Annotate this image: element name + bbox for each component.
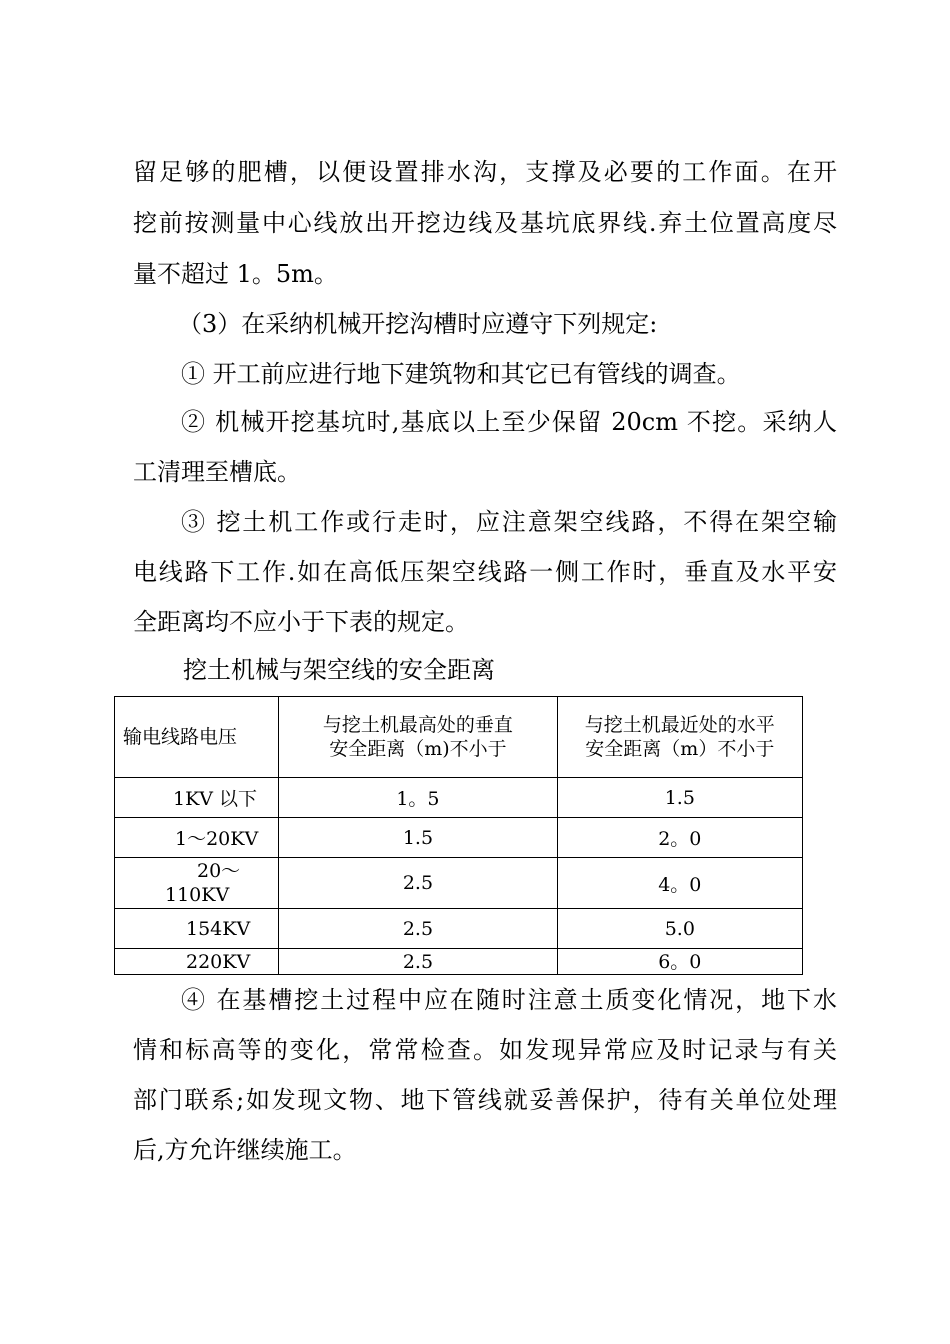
- cell-voltage: 220KV: [115, 949, 279, 975]
- text-line: 工清理至槽底。: [133, 458, 301, 486]
- cell-horizontal: 5.0: [557, 909, 802, 949]
- table-row: [115, 818, 803, 858]
- table-row: [115, 858, 803, 909]
- text-line: 部门联系;如发现文物、地下管线就妥善保护，待有关单位处理: [133, 1086, 837, 1114]
- table-header-row: [115, 697, 803, 778]
- cell-voltage: [115, 858, 279, 909]
- cell-vertical: 1.5: [279, 818, 557, 858]
- text-line: 电线路下工作.如在高低压架空线路一侧工作时，垂直及水平安: [133, 558, 837, 586]
- text-line: 挖前按测量中心线放出开挖边线及基坑底界线.弃土位置高度尽: [133, 209, 837, 237]
- cell-horizontal: 1.5: [557, 778, 802, 818]
- text-line: 全距离均不应小于下表的规定。: [133, 608, 469, 636]
- text-line: ① 开工前应进行地下建筑物和其它已有管线的调查。: [181, 360, 741, 388]
- table-row: [115, 778, 803, 818]
- header-horizontal: [557, 697, 802, 778]
- header-vertical-line2: 安全距离（m)不小于: [329, 738, 507, 760]
- cell-horizontal: 4。0: [557, 858, 802, 909]
- table-caption: 挖土机械与架空线的安全距离: [183, 656, 495, 684]
- cell-vertical: 2.5: [279, 949, 557, 975]
- safety-distance-table: [114, 696, 803, 975]
- text-line: ② 机械开挖基坑时,基底以上至少保留 20cm 不挖。采纳人: [181, 408, 837, 436]
- text-line: ④ 在基槽挖土过程中应在随时注意土质变化情况，地下水: [181, 986, 837, 1014]
- cell-vertical: 1。5: [279, 778, 557, 818]
- table-row: [115, 949, 803, 975]
- text-line: 后,方允许继续施工。: [133, 1136, 357, 1164]
- header-vertical-line1: 与挖土机最高处的垂直: [322, 714, 513, 736]
- text-line: 量不超过 1。5m。: [133, 260, 338, 288]
- cell-vertical: 2.5: [279, 909, 557, 949]
- header-voltage: 输电线路电压: [115, 697, 279, 778]
- header-horizontal-line1: 与挖土机最近处的水平: [584, 714, 775, 736]
- cell-voltage: 1KV 以下: [115, 778, 279, 818]
- cell-horizontal: 6。0: [557, 949, 802, 975]
- cell-voltage-line2: 110KV: [165, 884, 230, 906]
- header-horizontal-line2: 安全距离（m）不小于: [585, 738, 775, 760]
- cell-vertical: 2.5: [279, 858, 557, 909]
- cell-horizontal: 2。0: [557, 818, 802, 858]
- cell-voltage-line1: 20～: [197, 860, 241, 882]
- header-vertical: [279, 697, 557, 778]
- text-line: （3）在采纳机械开挖沟槽时应遵守下列规定:: [178, 310, 658, 338]
- table-row: [115, 909, 803, 949]
- text-line: ③ 挖土机工作或行走时，应注意架空线路，不得在架空输: [181, 508, 837, 536]
- cell-voltage: 154KV: [115, 909, 279, 949]
- text-line: 情和标高等的变化，常常检查。如发现异常应及时记录与有关: [133, 1036, 837, 1064]
- cell-voltage: 1～20KV: [115, 818, 279, 858]
- text-line: 留足够的肥槽，以便设置排水沟，支撑及必要的工作面。在开: [133, 158, 837, 186]
